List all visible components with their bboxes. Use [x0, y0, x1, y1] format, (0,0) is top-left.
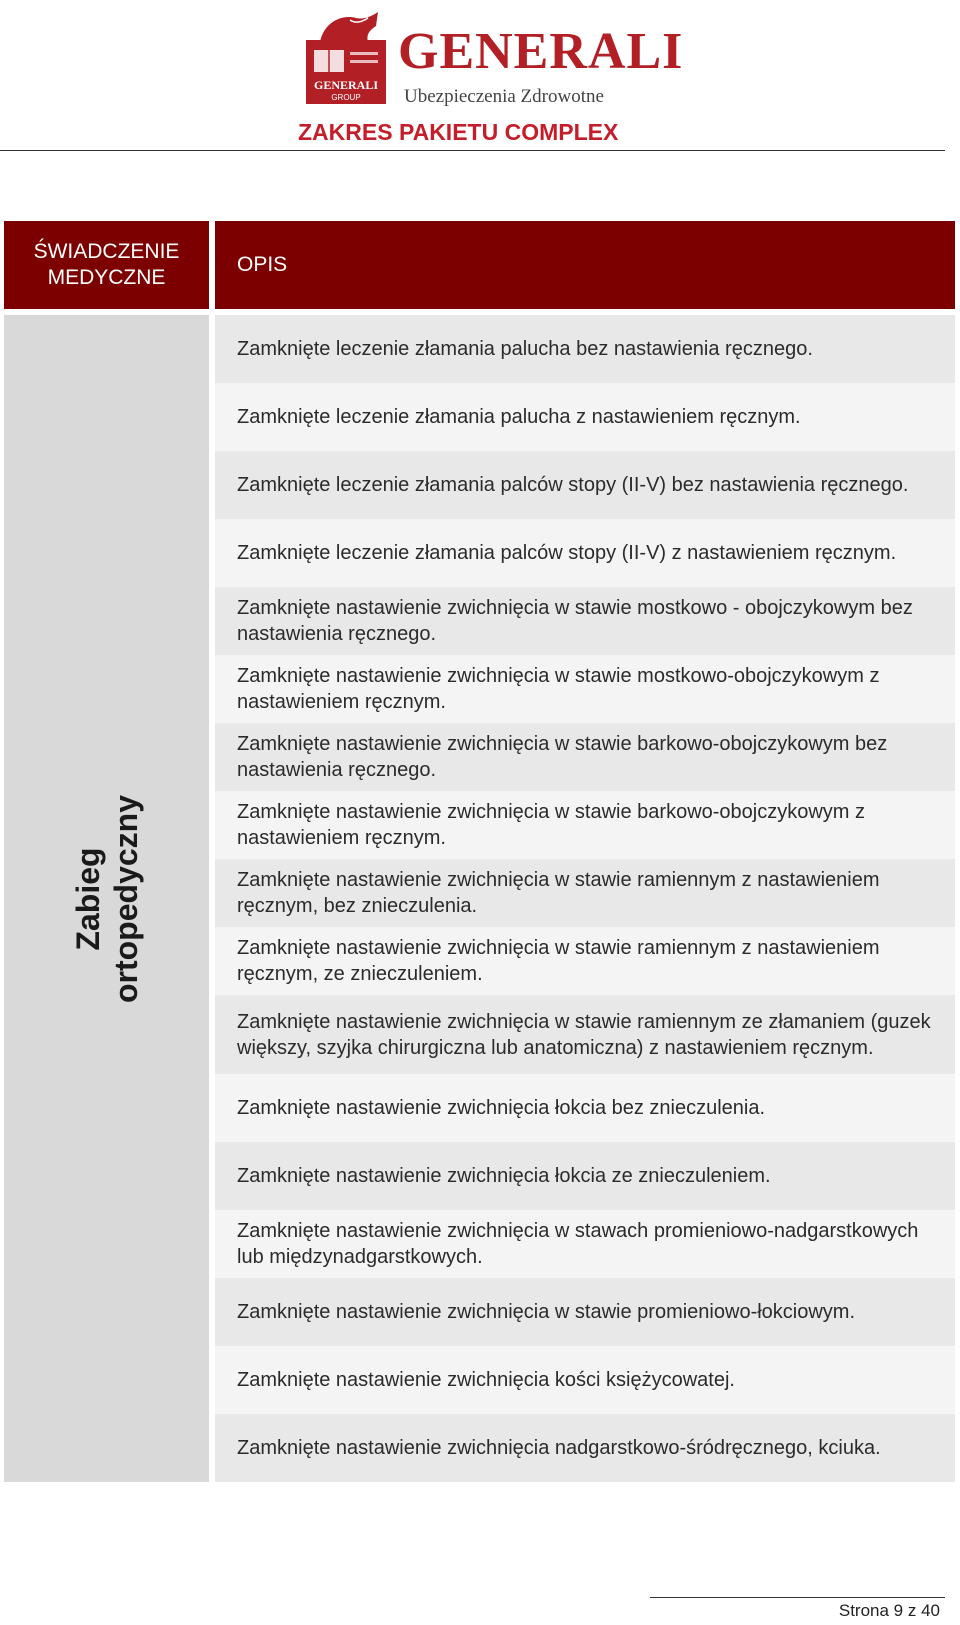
svg-text:GENERALI: GENERALI	[313, 78, 379, 92]
table-row	[215, 519, 955, 587]
brand-subtitle: Ubezpieczenia Zdrowotne	[404, 86, 604, 107]
table-row	[215, 451, 955, 519]
table-row	[215, 587, 955, 655]
row-text: Zamknięte nastawienie zwichnięcia w stawie ramiennym ze złamaniem (guzek większy, szyjka chirurgiczna lub anatomiczna) z nastawieniem ręcznym.	[237, 1010, 931, 1059]
header-divider	[0, 150, 945, 151]
row-text: Zamknięte leczenie złamania palucha z nastawieniem ręcznym.	[237, 406, 801, 428]
row-text: Zamknięte leczenie złamania palucha bez nastawienia ręcznego.	[237, 338, 813, 360]
row-text: Zamknięte nastawienie zwichnięcia w stawie mostkowo-obojczykowym z nastawieniem ręcznym.	[237, 665, 880, 713]
brand-wordmark: GENERALI	[398, 23, 684, 80]
page-number: Strona 9 z 40	[838, 1601, 940, 1620]
category-cell	[4, 315, 209, 1482]
column-header-description	[215, 221, 955, 309]
table-row	[215, 1142, 955, 1210]
table-row	[215, 791, 955, 859]
table-row	[215, 995, 955, 1074]
row-text: Zamknięte nastawienie zwichnięcia kości księżycowatej.	[237, 1369, 735, 1391]
table-row	[215, 1074, 955, 1142]
table-row	[215, 1346, 955, 1414]
column-header-description-label: OPIS	[237, 253, 288, 276]
table-row	[215, 927, 955, 995]
row-text: Zamknięte nastawienie zwichnięcia w stawie barkowo-obojczykowym z nastawieniem ręcznym.	[237, 801, 866, 849]
table-row	[215, 1414, 955, 1482]
column-header-service	[4, 221, 209, 309]
row-text: Zamknięte nastawienie zwichnięcia w stawie ramiennym z nastawieniem ręcznym, ze znieczuleniem.	[237, 937, 880, 985]
column-header-service-label: ŚWIADCZENIE MEDYCZNE	[33, 240, 180, 289]
table-row	[215, 383, 955, 451]
row-text: Zamknięte nastawienie zwichnięcia w stawie mostkowo - obojczykowym bez nastawienia ręcznego.	[237, 597, 913, 645]
svg-text:GROUP: GROUP	[331, 93, 361, 102]
document-title: ZAKRES PAKIETU COMPLEX	[298, 119, 619, 145]
table-row	[215, 723, 955, 791]
row-text: Zamknięte nastawienie zwichnięcia w stawie promieniowo-łokciowym.	[237, 1301, 856, 1323]
table-row	[215, 1210, 955, 1278]
footer-divider	[650, 1597, 945, 1598]
row-text: Zamknięte leczenie złamania palców stopy (II-V) z nastawieniem ręcznym.	[237, 542, 897, 564]
row-text: Zamknięte nastawienie zwichnięcia w stawie ramiennym z nastawieniem ręcznym, bez znieczulenia.	[237, 869, 880, 917]
row-text: Zamknięte nastawienie zwichnięcia w stawie barkowo-obojczykowym bez nastawienia ręcznego.	[237, 733, 888, 781]
category-label-text: Zabieg ortopedyczny	[69, 794, 144, 1003]
table-row	[215, 655, 955, 723]
row-text: Zamknięte nastawienie zwichnięcia łokcia ze znieczuleniem.	[237, 1165, 771, 1187]
row-text: Zamknięte nastawienie zwichnięcia nadgarstkowo-śródręcznego, kciuka.	[237, 1437, 881, 1459]
category-label	[69, 789, 145, 1009]
table-row	[215, 1278, 955, 1346]
page-header	[0, 0, 960, 150]
row-text: Zamknięte nastawienie zwichnięcia łokcia bez znieczulenia.	[237, 1097, 766, 1119]
table-row	[215, 315, 955, 383]
table-row	[215, 859, 955, 927]
generali-lion-emblem-icon	[306, 12, 386, 104]
row-text: Zamknięte nastawienie zwichnięcia w stawach promieniowo-nadgarstkowych lub międzynadgarstkowych.	[237, 1220, 919, 1268]
row-text: Zamknięte leczenie złamania palców stopy (II-V) bez nastawienia ręcznego.	[237, 474, 909, 496]
